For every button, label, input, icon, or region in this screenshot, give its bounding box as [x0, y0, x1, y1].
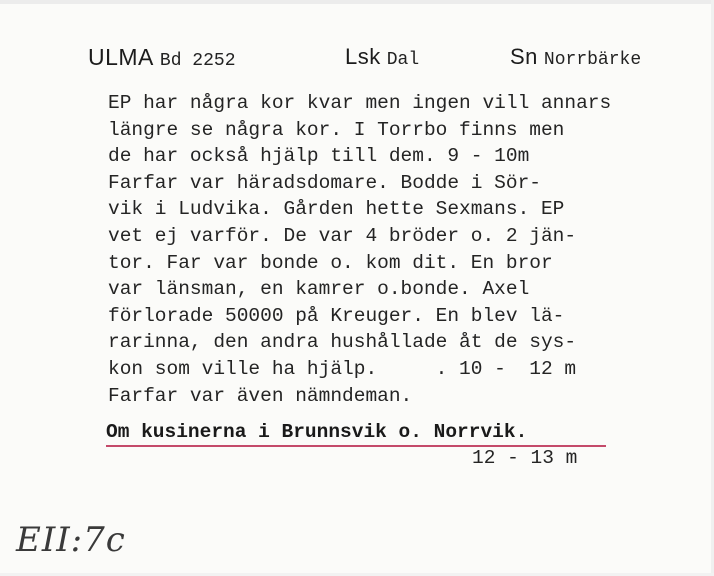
body-line: rarinna, den andra hushållade åt de sys- [108, 331, 577, 354]
card-body-text [108, 90, 708, 409]
body-line: EP har några kor kvar men ingen vill annars [108, 92, 612, 114]
body-line: Farfar var häradsdomare. Bodde i Sör- [108, 171, 541, 194]
body-line: tor. Far var bonde o. kom dit. En bror [108, 251, 553, 274]
header-parish: Norrbärke [543, 50, 642, 70]
body-line: längre se några kor. I Torrbo finns men [108, 118, 565, 141]
header-archive: ULMA [88, 44, 154, 70]
header-archive-ref [88, 44, 236, 76]
crossed-line: Om kusinerna i Brunnsvik o. Norrvik. [106, 421, 528, 443]
body-line: kon som ville ha hjälp. . 10 - 12 m [108, 357, 577, 380]
header-province: Dal [386, 50, 420, 70]
card-edge-top [0, 0, 714, 4]
corner-handwritten-mark: EII:7c [16, 520, 126, 560]
body-line: vik i Ludvika. Gården hette Sexmans. EP [108, 198, 565, 221]
last-page-ref: 12 - 13 m [472, 447, 578, 469]
body-line: förlorade 50000 på Kreuger. En blev lä- [108, 304, 565, 327]
header-parish-ref [510, 44, 641, 76]
header-province-ref [345, 44, 419, 76]
header-province-label: Lsk [345, 44, 381, 69]
header-volume: Bd 2252 [159, 51, 236, 71]
body-line: vet ej varför. De var 4 bröder o. 2 jän- [108, 224, 577, 247]
body-line: Farfar var även nämndeman. [108, 384, 413, 407]
body-line: de har också hjälp till dem. 9 - 10m [108, 145, 530, 168]
header-parish-label: Sn [510, 44, 538, 69]
body-line: var länsman, en kamrer o.bonde. Axel [108, 278, 530, 301]
